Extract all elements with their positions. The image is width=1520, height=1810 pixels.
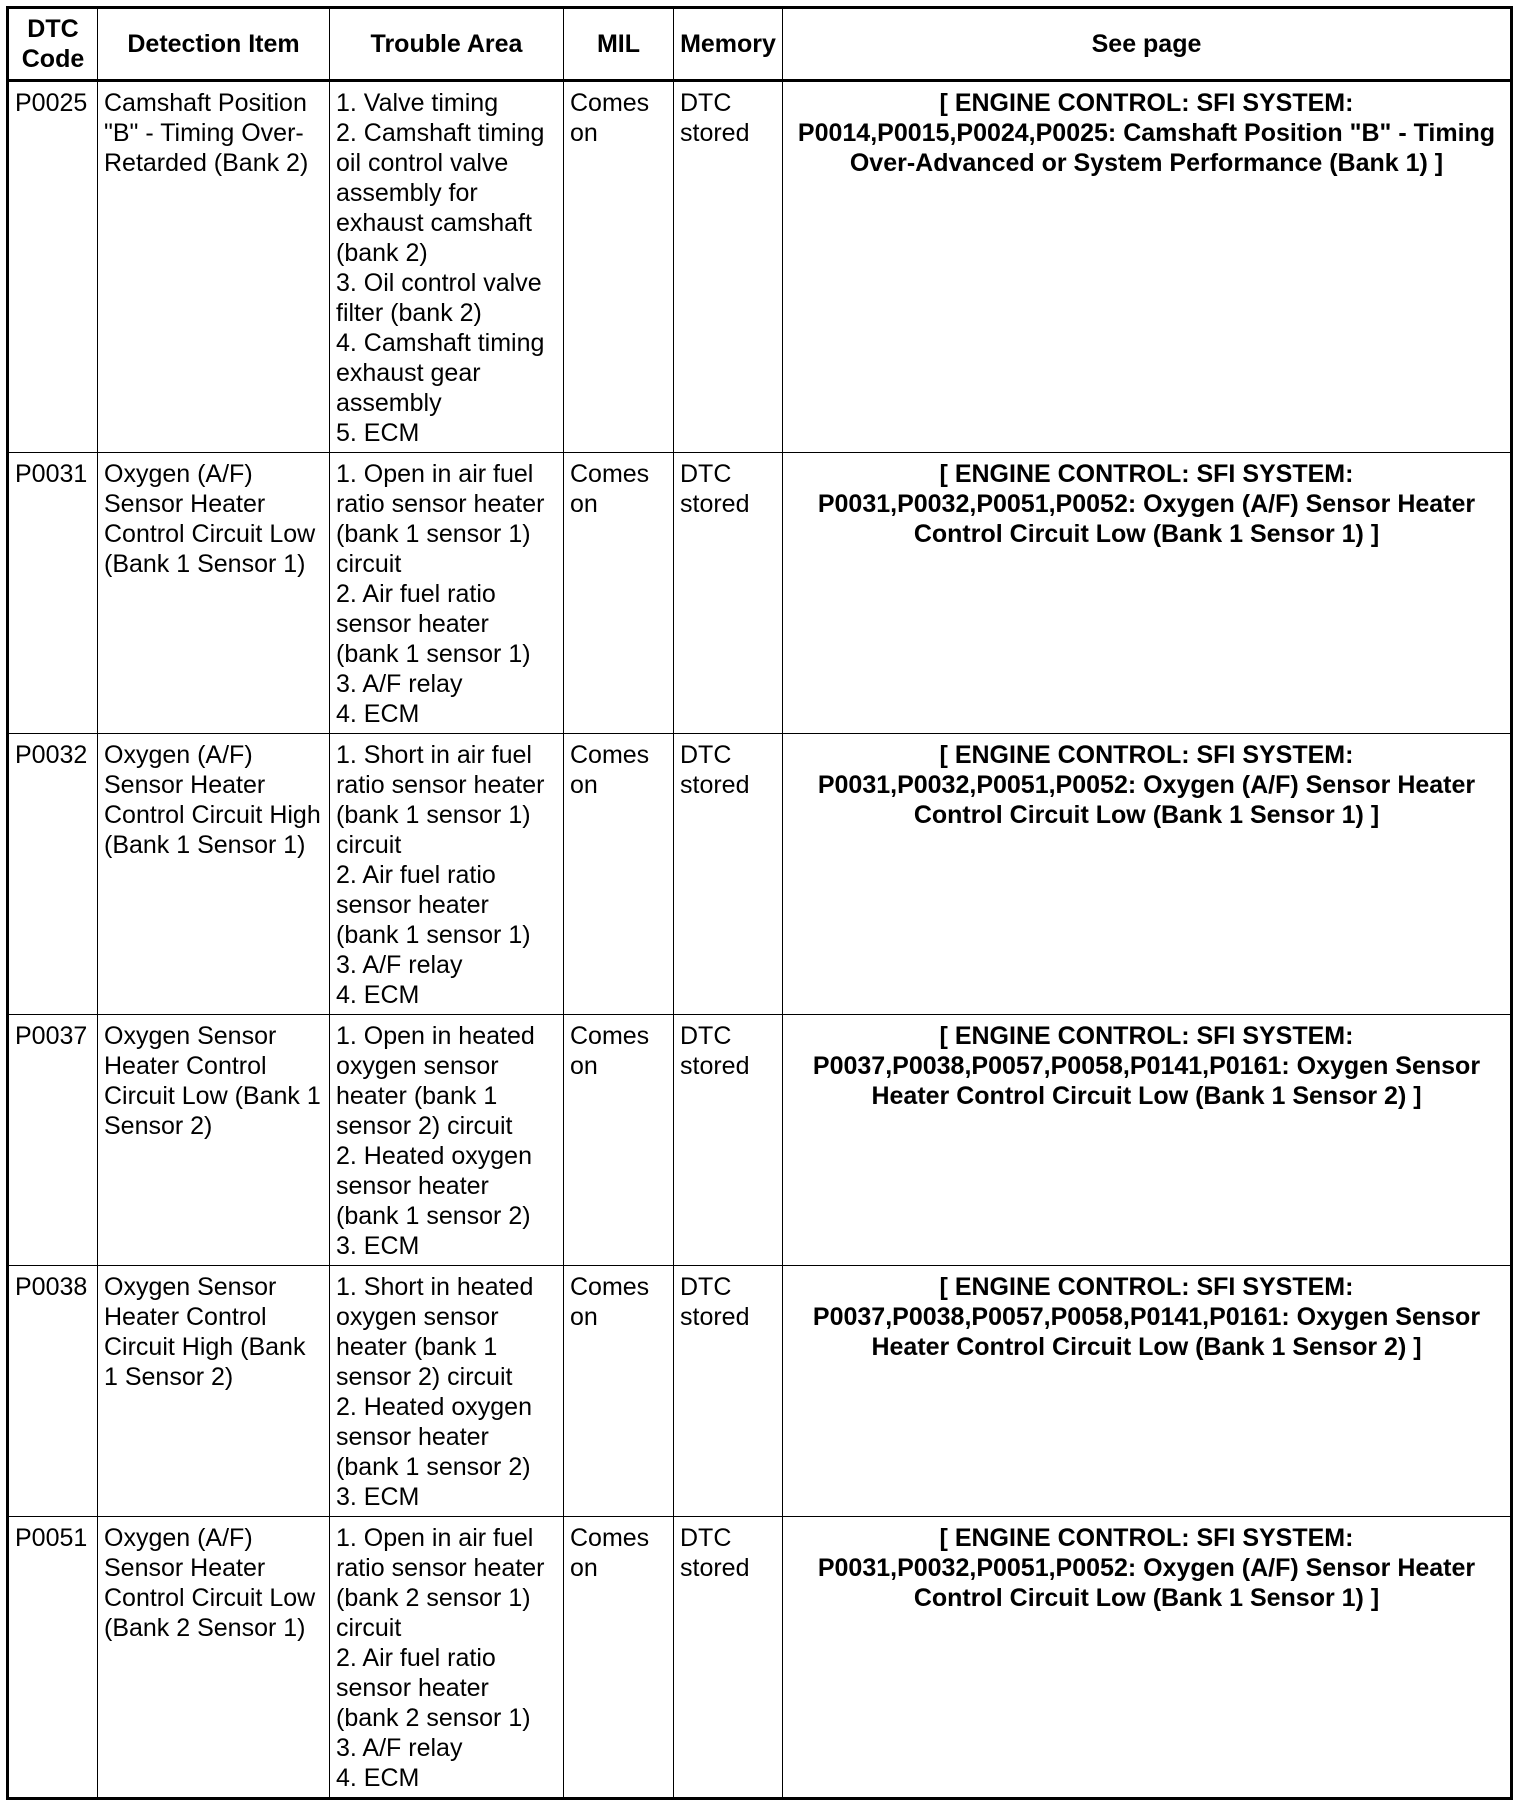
- see-page-link[interactable]: [ ENGINE CONTROL: SFI SYSTEM: P0031,P0032,P0051,P0052: Oxygen (A/F) Sensor Heater Control Circuit Low (Bank 1 Sensor 1) ]: [783, 453, 1512, 734]
- mil-cell: Comes on: [564, 734, 674, 1015]
- memory-cell: DTC stored: [674, 1015, 783, 1266]
- trouble-area-line: 3. ECM: [336, 1232, 420, 1260]
- trouble-area-line: 2. Heated oxygen sensor heater (bank 1 sensor 2): [336, 1142, 532, 1230]
- trouble-area-cell: [330, 1015, 564, 1266]
- trouble-area-line: 2. Heated oxygen sensor heater (bank 1 sensor 2): [336, 1393, 532, 1481]
- dtc-table: [6, 6, 1513, 1800]
- see-page-link[interactable]: [ ENGINE CONTROL: SFI SYSTEM: P0014,P0015,P0024,P0025: Camshaft Position "B" - Timing Over-Advanced or System Performance (Bank 1) ]: [783, 81, 1512, 453]
- see-page-link[interactable]: [ ENGINE CONTROL: SFI SYSTEM: P0037,P0038,P0057,P0058,P0141,P0161: Oxygen Sensor Heater Control Circuit Low (Bank 1 Sensor 2) ]: [783, 1266, 1512, 1517]
- see-page-link[interactable]: [ ENGINE CONTROL: SFI SYSTEM: P0031,P0032,P0051,P0052: Oxygen (A/F) Sensor Heater Control Circuit Low (Bank 1 Sensor 1) ]: [783, 1517, 1512, 1799]
- mil-cell: Comes on: [564, 1015, 674, 1266]
- dtc-code-cell: P0031: [8, 453, 98, 734]
- detection-item-cell: Oxygen (A/F) Sensor Heater Control Circuit Low (Bank 2 Sensor 1): [98, 1517, 330, 1799]
- trouble-area-line: 2. Air fuel ratio sensor heater (bank 2 sensor 1): [336, 1644, 531, 1732]
- header-memory: Memory: [674, 8, 783, 81]
- table-header-row: [8, 8, 1512, 81]
- trouble-area-line: 4. ECM: [336, 981, 420, 1009]
- dtc-code-cell: P0025: [8, 81, 98, 453]
- table-row: [8, 453, 1512, 734]
- table-row: [8, 734, 1512, 1015]
- dtc-table-container: [6, 6, 1513, 1800]
- trouble-area-line: 2. Camshaft timing oil control valve assembly for exhaust camshaft (bank 2): [336, 119, 545, 267]
- trouble-area-line: 3. A/F relay: [336, 951, 463, 979]
- trouble-area-line: 1. Open in air fuel ratio sensor heater (bank 2 sensor 1) circuit: [336, 1524, 545, 1642]
- detection-item-cell: Camshaft Position "B" - Timing Over-Retarded (Bank 2): [98, 81, 330, 453]
- trouble-area-line: 4. ECM: [336, 700, 420, 728]
- trouble-area-line: 1. Valve timing: [336, 89, 499, 117]
- memory-cell: DTC stored: [674, 734, 783, 1015]
- mil-cell: Comes on: [564, 1266, 674, 1517]
- trouble-area-line: 4. ECM: [336, 1764, 420, 1792]
- header-dtc-code: DTC Code: [8, 8, 98, 81]
- dtc-code-cell: P0032: [8, 734, 98, 1015]
- see-page-link[interactable]: [ ENGINE CONTROL: SFI SYSTEM: P0037,P0038,P0057,P0058,P0141,P0161: Oxygen Sensor Heater Control Circuit Low (Bank 1 Sensor 2) ]: [783, 1015, 1512, 1266]
- memory-cell: DTC stored: [674, 453, 783, 734]
- trouble-area-line: 1. Short in air fuel ratio sensor heater (bank 1 sensor 1) circuit: [336, 741, 545, 859]
- mil-cell: Comes on: [564, 81, 674, 453]
- see-page-link[interactable]: [ ENGINE CONTROL: SFI SYSTEM: P0031,P0032,P0051,P0052: Oxygen (A/F) Sensor Heater Control Circuit Low (Bank 1 Sensor 1) ]: [783, 734, 1512, 1015]
- trouble-area-line: 3. ECM: [336, 1483, 420, 1511]
- trouble-area-line: 1. Open in heated oxygen sensor heater (bank 1 sensor 2) circuit: [336, 1022, 535, 1140]
- header-mil: MIL: [564, 8, 674, 81]
- table-row: [8, 1266, 1512, 1517]
- header-detection-item: Detection Item: [98, 8, 330, 81]
- header-trouble-area: Trouble Area: [330, 8, 564, 81]
- trouble-area-line: 4. Camshaft timing exhaust gear assembly: [336, 329, 545, 417]
- trouble-area-cell: [330, 81, 564, 453]
- trouble-area-line: 5. ECM: [336, 419, 420, 447]
- header-see-page: See page: [783, 8, 1512, 81]
- trouble-area-line: 3. A/F relay: [336, 1734, 463, 1762]
- trouble-area-line: 1. Open in air fuel ratio sensor heater (bank 1 sensor 1) circuit: [336, 460, 545, 578]
- trouble-area-line: 3. A/F relay: [336, 670, 463, 698]
- trouble-area-line: 2. Air fuel ratio sensor heater (bank 1 sensor 1): [336, 861, 531, 949]
- detection-item-cell: Oxygen Sensor Heater Control Circuit Low (Bank 1 Sensor 2): [98, 1015, 330, 1266]
- trouble-area-line: 3. Oil control valve filter (bank 2): [336, 269, 542, 327]
- dtc-code-cell: P0037: [8, 1015, 98, 1266]
- memory-cell: DTC stored: [674, 1517, 783, 1799]
- dtc-code-cell: P0051: [8, 1517, 98, 1799]
- table-row: [8, 81, 1512, 453]
- mil-cell: Comes on: [564, 453, 674, 734]
- table-row: [8, 1517, 1512, 1799]
- table-row: [8, 1015, 1512, 1266]
- trouble-area-cell: [330, 1517, 564, 1799]
- mil-cell: Comes on: [564, 1517, 674, 1799]
- trouble-area-cell: [330, 1266, 564, 1517]
- trouble-area-line: 1. Short in heated oxygen sensor heater (bank 1 sensor 2) circuit: [336, 1273, 534, 1391]
- dtc-code-cell: P0038: [8, 1266, 98, 1517]
- trouble-area-cell: [330, 734, 564, 1015]
- detection-item-cell: Oxygen Sensor Heater Control Circuit High (Bank 1 Sensor 2): [98, 1266, 330, 1517]
- trouble-area-line: 2. Air fuel ratio sensor heater (bank 1 sensor 1): [336, 580, 531, 668]
- memory-cell: DTC stored: [674, 81, 783, 453]
- detection-item-cell: Oxygen (A/F) Sensor Heater Control Circuit High (Bank 1 Sensor 1): [98, 734, 330, 1015]
- memory-cell: DTC stored: [674, 1266, 783, 1517]
- trouble-area-cell: [330, 453, 564, 734]
- detection-item-cell: Oxygen (A/F) Sensor Heater Control Circuit Low (Bank 1 Sensor 1): [98, 453, 330, 734]
